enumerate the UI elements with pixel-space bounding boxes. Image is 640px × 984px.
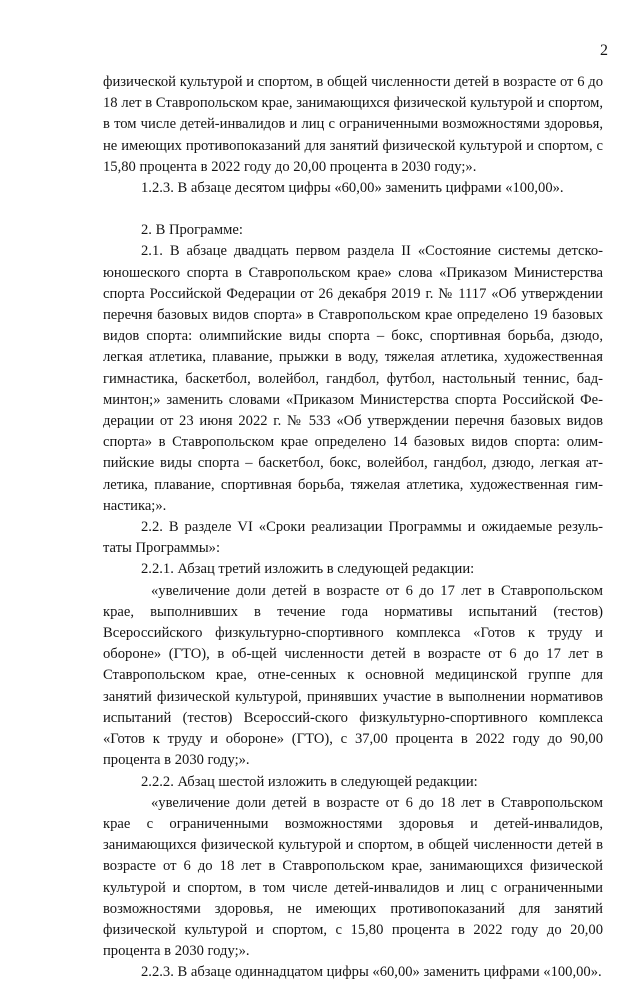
paragraph-2-2-2: 2.2.2. Абзац шестой изложить в следующей редакции: [141,773,478,790]
document-body [103,72,603,984]
paragraph-2-1: 2.1. В абзаце двадцать первом раздела II «Состояние системы детско-юношеского спорта в Ставропольском крае» слова «Приказом Министерства спорта Российской Федерации от 26 декабря 2019 г. № 1117 «Об утверждении перечня базовых видов спорта» в Ставропольском крае определено 19 базовых видов спорта: олимпийские виды спорта – бокс, спортивная борьба, дзюдо, легкая атлетика, плавание, прыжки в воду, тяжелая атлетика, художественная гимнастика, баскетбол, волейбол, гандбол, футбол, настольный теннис, бад-минтон;» заменить словами «Приказом Министерства спорта Российской Фе-дерации от 23 июня 2022 г. № 533 «Об утверждении перечня базовых видов спорта» в Ставропольском крае определено 14 базовых видов спорта: олим-пийские виды спорта – баскетбол, бокс, волейбол, гандбол, дзюдо, легкая ат-летика, плавание, спортивная борьба, тяжелая атлетика, художественная гим-настика;». [103,243,603,514]
paragraph-1-2-3: 1.2.3. В абзаце десятом цифры «60,00» заменить цифрами «100,00». [141,180,564,197]
paragraph-2-2: 2.2. В разделе VI «Сроки реализации Программы и ожидаемые резуль-таты Программы»: [103,519,603,557]
paragraph-2-2-1: 2.2.1. Абзац третий изложить в следующей редакции: [141,561,475,578]
paragraph-quote-1: «увеличение доли детей в возрасте от 6 до 17 лет в Ставропольском крае, выполнивших в течение года нормативы испытаний (тестов) Всероссийского физкультурно-спортивного комплекса «Готов к труду и обороне» (ГТО), в об-щей численности детей в возрасте от 6 до 17 лет в Ставропольском крае, отне-сенных к основной медицинской группе для занятий физической культурой, принявших участие в выполнении нормативов испытаний (тестов) Всероссий-ского физкультурно-спортивного комплекса «Готов к труду и обороне» (ГТО), с 37,00 процента в 2022 году до 90,00 процента в 2030 году;». [103,582,603,769]
paragraph-quote-2: «увеличение доли детей в возрасте от 6 до 18 лет в Ставропольском крае с ограниченными возможностями здоровья и детей-инвалидов, занимающихся физической культурой и спортом, в общей численности детей в возрасте от 6 до 18 лет в Ставропольском крае, занимающихся физической культурой и спортом, в том числе детей-инвалидов и лиц с ограниченными возможностями здоровья, не имеющих противопоказаний для занятий физической культурой и спортом, с 15,80 процента в 2022 году до 20,00 процента в 2030 году;». [103,794,603,960]
paragraph-gap [103,199,603,220]
paragraph-continuation: физической культурой и спортом, в общей численности детей в возрасте от 6 до 18 лет в Ставропольском крае, занимающихся физической культурой и спортом, в том числе детей-инвалидов и лиц с ограниченными возможностями здоровья, не имеющих противопоказаний для занятий физической культурой и спортом, с 15,80 процента в 2022 году до 20,00 процента в 2030 году;». [103,74,603,175]
page-number: 2 [600,42,608,59]
paragraph-2-2-3: 2.2.3. В абзаце одиннадцатом цифры «60,00» заменить цифрами «100,00». [141,964,602,981]
paragraph-section-2: 2. В Программе: [141,222,243,239]
